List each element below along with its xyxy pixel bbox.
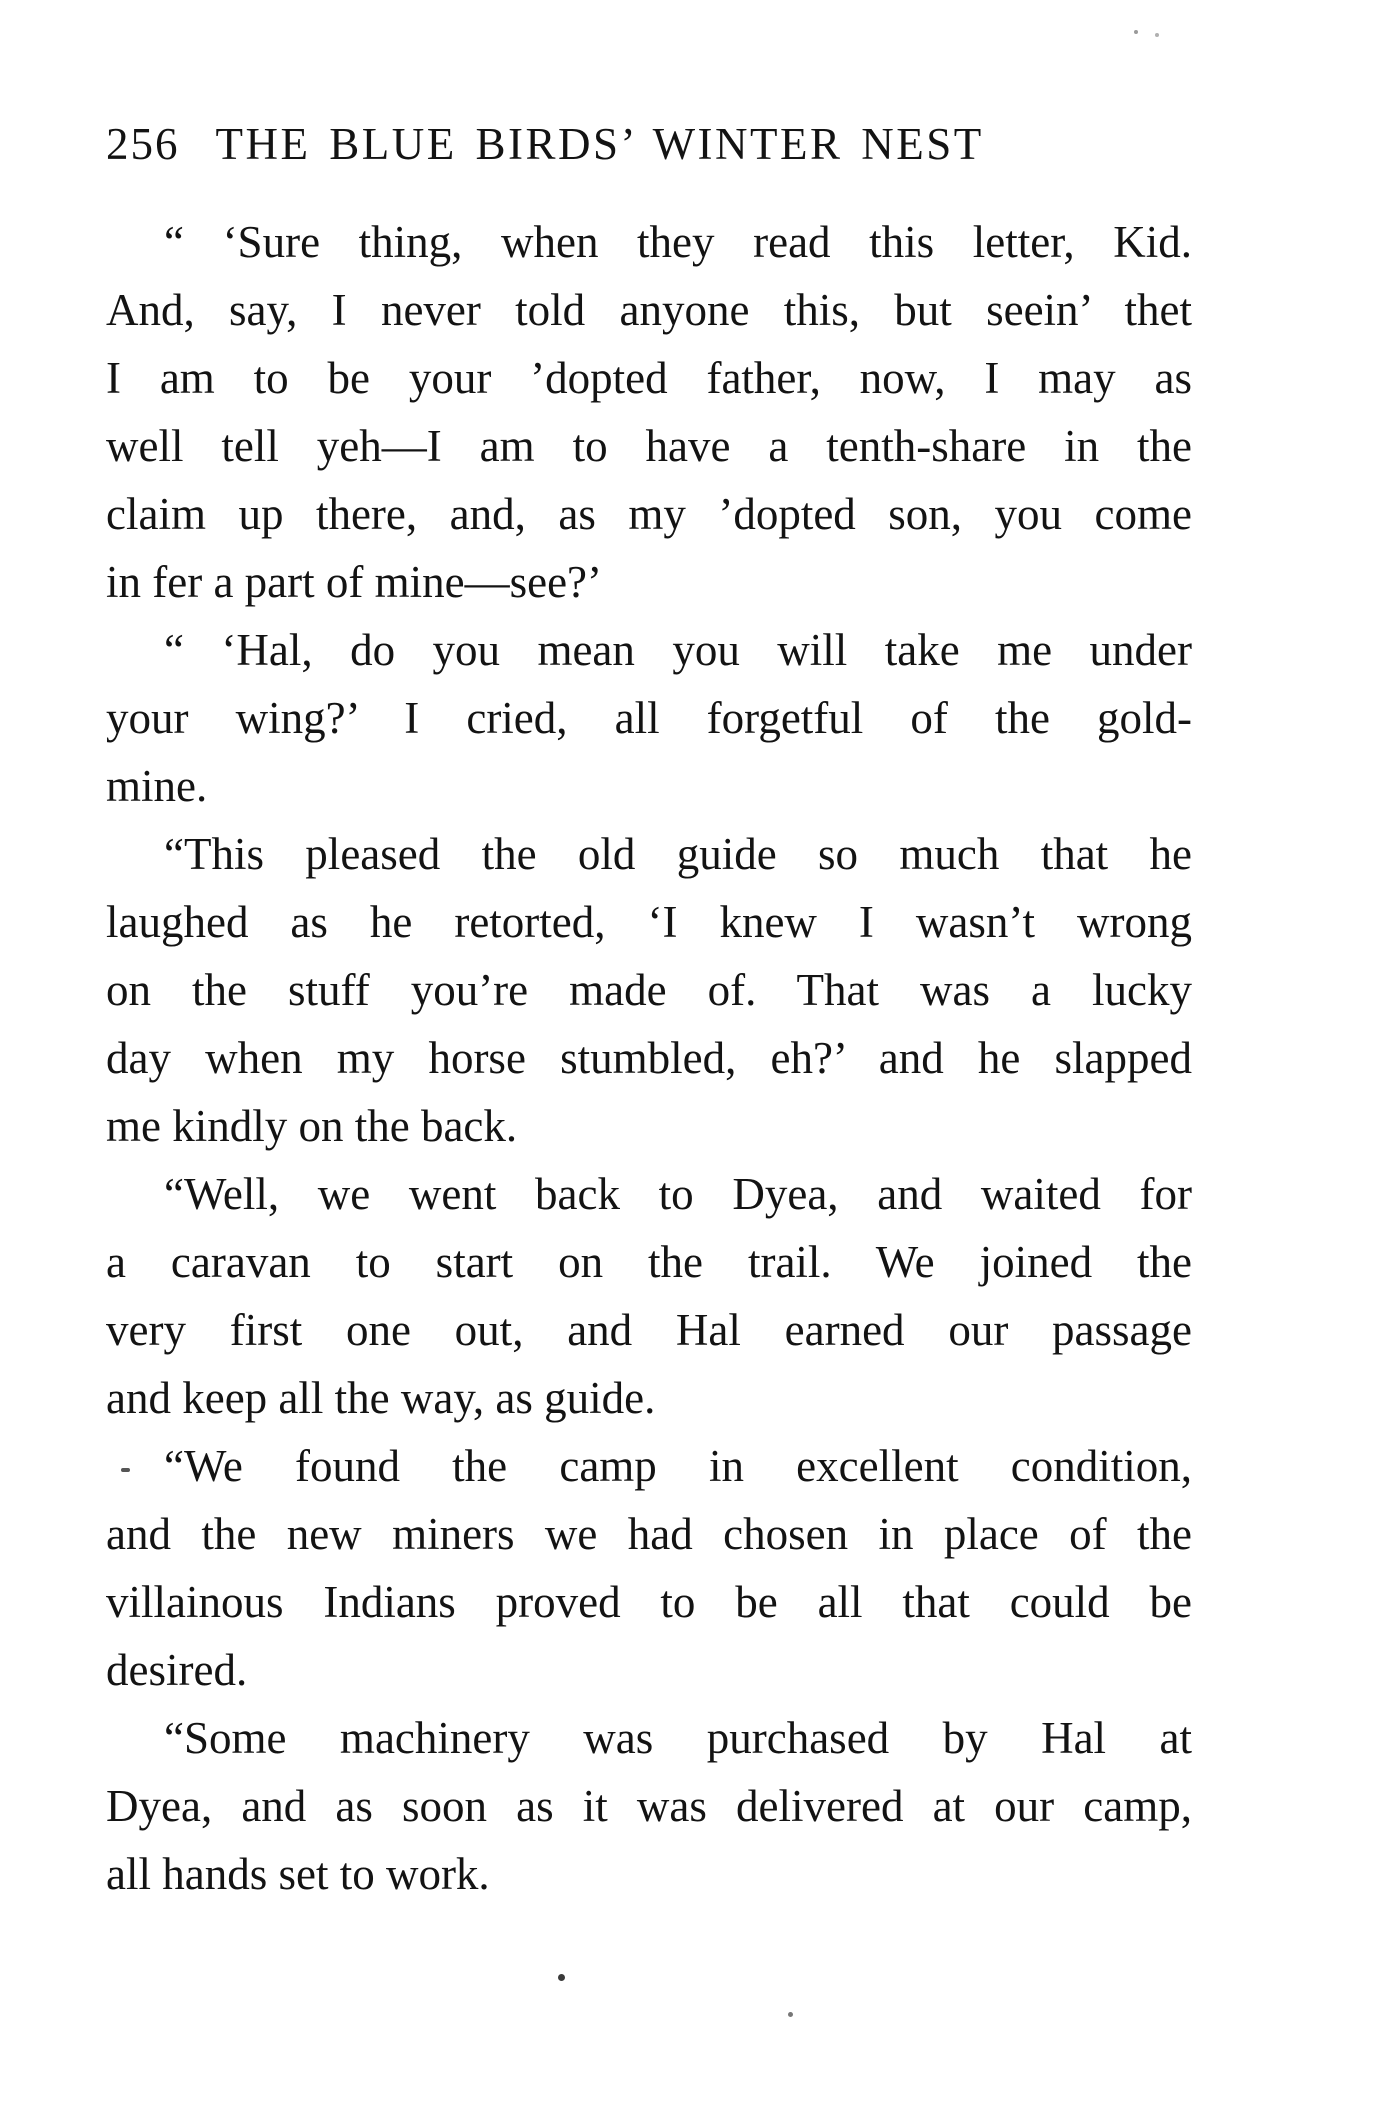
scan-speck (121, 1468, 130, 1472)
text-line: “We found the camp in excellent condition, (164, 1441, 1192, 1491)
scan-speck (558, 1974, 565, 1981)
text-line: in fer a part of mine—see?’ (106, 557, 603, 607)
page-header (106, 119, 984, 169)
paragraph (106, 1704, 1192, 1908)
text-line: desired. (106, 1645, 248, 1695)
paragraph (106, 208, 1192, 616)
text-line: I am to be your ’dopted father, now, I may as (106, 353, 1192, 403)
text-line: well tell yeh—I am to have a tenth-share in the (106, 421, 1192, 471)
paragraph (106, 616, 1192, 820)
paragraph (106, 1160, 1192, 1432)
paragraph (106, 820, 1192, 1160)
text-line: mine. (106, 761, 208, 811)
text-line: villainous Indians proved to be all that could be (106, 1577, 1192, 1627)
scan-speck (1155, 33, 1159, 37)
text-line: and the new miners we had chosen in place of the (106, 1509, 1192, 1559)
text-line: laughed as he retorted, ‘I knew I wasn’t wrong (106, 897, 1192, 947)
text-line: and keep all the way, as guide. (106, 1373, 656, 1423)
text-line: Dyea, and as soon as it was delivered at our camp, (106, 1781, 1192, 1831)
scan-speck (788, 2012, 793, 2017)
scan-speck (1134, 30, 1138, 34)
text-line: “Well, we went back to Dyea, and waited for (164, 1169, 1192, 1219)
text-line: “ ‘Hal, do you mean you will take me under (164, 625, 1192, 675)
paragraph (106, 1432, 1192, 1704)
running-title: THE BLUE BIRDS’ WINTER NEST (215, 119, 984, 169)
page-number: 256 (106, 119, 180, 169)
text-line: on the stuff you’re made of. That was a lucky (106, 965, 1192, 1015)
text-line: all hands set to work. (106, 1849, 490, 1899)
text-line: me kindly on the back. (106, 1101, 518, 1151)
text-line: a caravan to start on the trail. We joined the (106, 1237, 1192, 1287)
text-line: very first one out, and Hal earned our passage (106, 1305, 1192, 1355)
text-line: your wing?’ I cried, all forgetful of the gold- (106, 693, 1192, 743)
text-line: And, say, I never told anyone this, but seein’ thet (106, 285, 1192, 335)
page-body (106, 208, 1192, 1908)
text-line: “ ‘Sure thing, when they read this letter, Kid. (164, 217, 1192, 267)
text-line: “This pleased the old guide so much that he (164, 829, 1192, 879)
text-line: day when my horse stumbled, eh?’ and he slapped (106, 1033, 1192, 1083)
text-line: “Some machinery was purchased by Hal at (164, 1713, 1192, 1763)
text-line: claim up there, and, as my ’dopted son, you come (106, 489, 1192, 539)
